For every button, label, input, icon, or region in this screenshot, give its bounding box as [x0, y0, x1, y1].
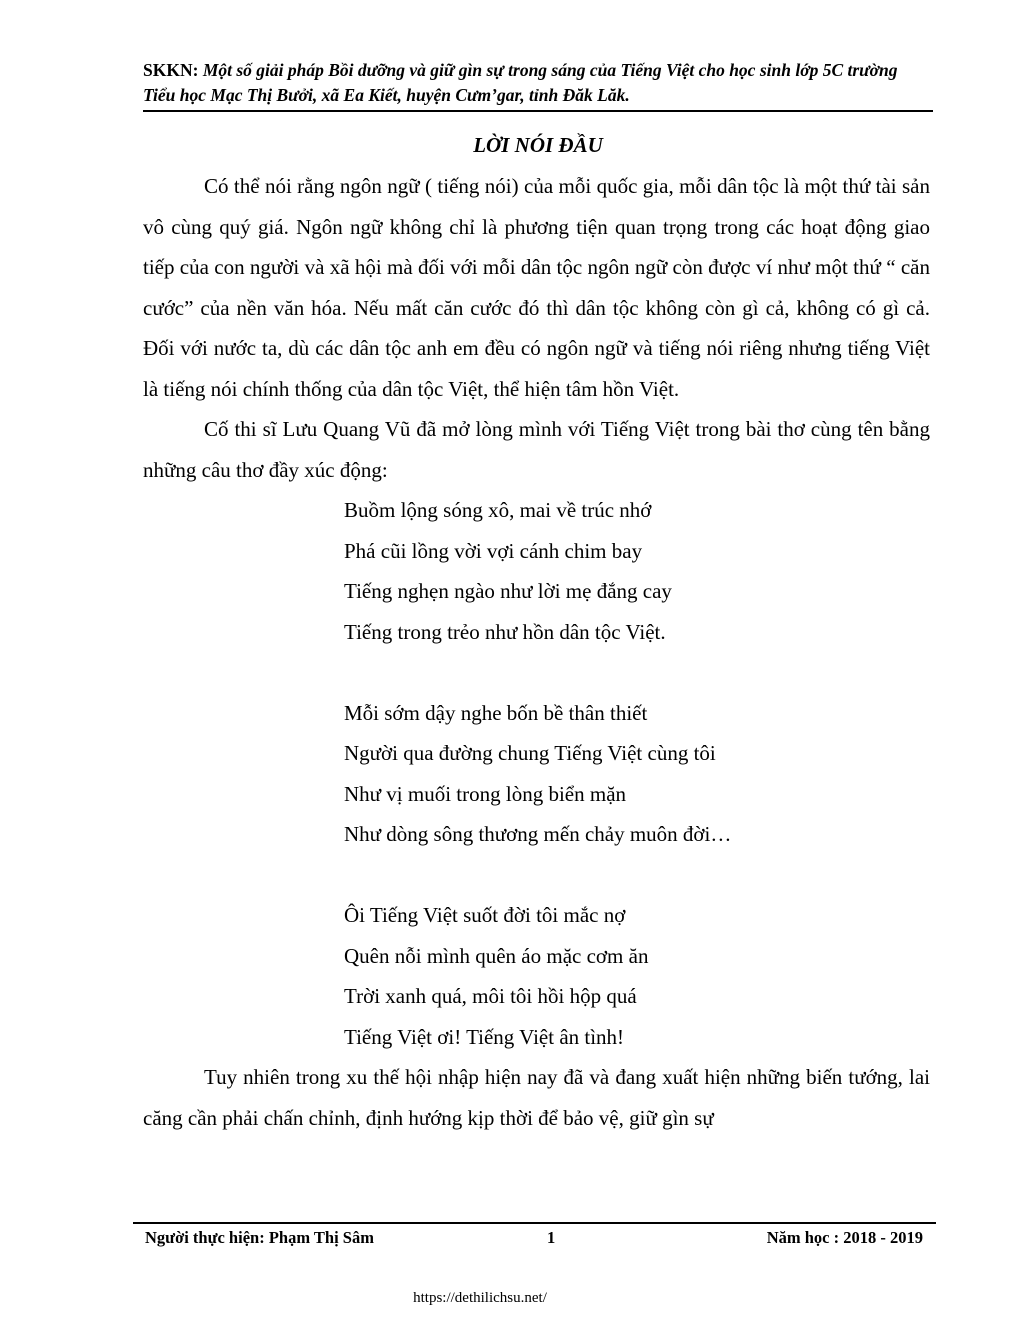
- poem-line: Quên nỗi mình quên áo mặc cơm ăn: [344, 943, 649, 968]
- paragraph-intro: Có thể nói rằng ngôn ngữ ( tiếng nói) của mỗi quốc gia, mỗi dân tộc là một thứ tài sản vô cùng quý giá. Ngôn ngữ không chỉ là phương tiện quan trọng trong các hoạt động giao tiếp của con người và xã hội mà đối với mỗi dân tộc ngôn ngữ còn được ví như một thứ “ căn cước” của nền văn hóa. Nếu mất căn cước đó thì dân tộc không còn gì cả, không có gì cả. Đối với nước ta, dù các dân tộc anh em đều có ngôn ngữ và tiếng nói riêng nhưng tiếng Việt là tiếng nói chính thống của dân tộc Việt, thể hiện tâm hồn Việt.: [143, 174, 930, 401]
- document-body: [143, 166, 930, 1138]
- poem-line: Trời xanh quá, môi tôi hồi hộp quá: [344, 984, 637, 1008]
- poem-line: Mỗi sớm dậy nghe bốn bề thân thiết: [344, 700, 648, 725]
- page-number: 1: [547, 1228, 556, 1247]
- document-heading: LỜI NÓI ĐẦU: [473, 133, 603, 157]
- header-prefix: SKKN:: [143, 60, 199, 80]
- footer-author: Người thực hiện: Phạm Thị Sâm: [145, 1228, 374, 1247]
- page-header: [143, 58, 933, 112]
- poem-line: Như dòng sông thương mến chảy muôn đời…: [344, 822, 732, 846]
- poem-line: Phá cũi lồng vời vợi cánh chim bay: [344, 538, 643, 563]
- poem-line: Tiếng Việt ơi! Tiếng Việt ân tình!: [344, 1024, 625, 1049]
- poem-line: Như vị muối trong lòng biển mặn: [344, 781, 627, 806]
- poem-line: Tiếng nghẹn ngào như lời mẹ đắng cay: [344, 579, 672, 603]
- poem: [143, 490, 930, 1057]
- stanza-gap: [344, 652, 930, 693]
- paragraph-poet: Cố thi sĩ Lưu Quang Vũ đã mở lòng mình với Tiếng Việt trong bài thơ cùng tên bằng những câu thơ đầy xúc động:: [143, 417, 930, 482]
- stanza-gap: [344, 855, 930, 896]
- paragraph-continuation: Tuy nhiên trong xu thế hội nhập hiện nay đã và đang xuất hiện những biến tướng, lai căng cần phải chấn chỉnh, định hướng kịp thời để bảo vệ, giữ gìn sự: [143, 1065, 930, 1130]
- footer-school-year: Năm học : 2018 - 2019: [766, 1228, 923, 1247]
- header-title: Một số giải pháp Bồi dưỡng và giữ gìn sự trong sáng của Tiếng Việt cho học sinh lớp 5C trường Tiểu học Mạc Thị Bưởi, xã Ea Kiết, huyện Cưm’gar, tỉnh Đăk Lăk.: [143, 60, 898, 105]
- poem-line: Buồm lộng sóng xô, mai về trúc nhớ: [344, 498, 652, 522]
- poem-line: Người qua đường chung Tiếng Việt cùng tôi: [344, 741, 716, 765]
- poem-line: Tiếng trong trẻo như hồn dân tộc Việt.: [344, 619, 666, 644]
- page-footer: [133, 1222, 936, 1250]
- poem-line: Ôi Tiếng Việt suốt đời tôi mắc nợ: [344, 903, 626, 927]
- source-url: https://dethilichsu.net/: [413, 1290, 547, 1306]
